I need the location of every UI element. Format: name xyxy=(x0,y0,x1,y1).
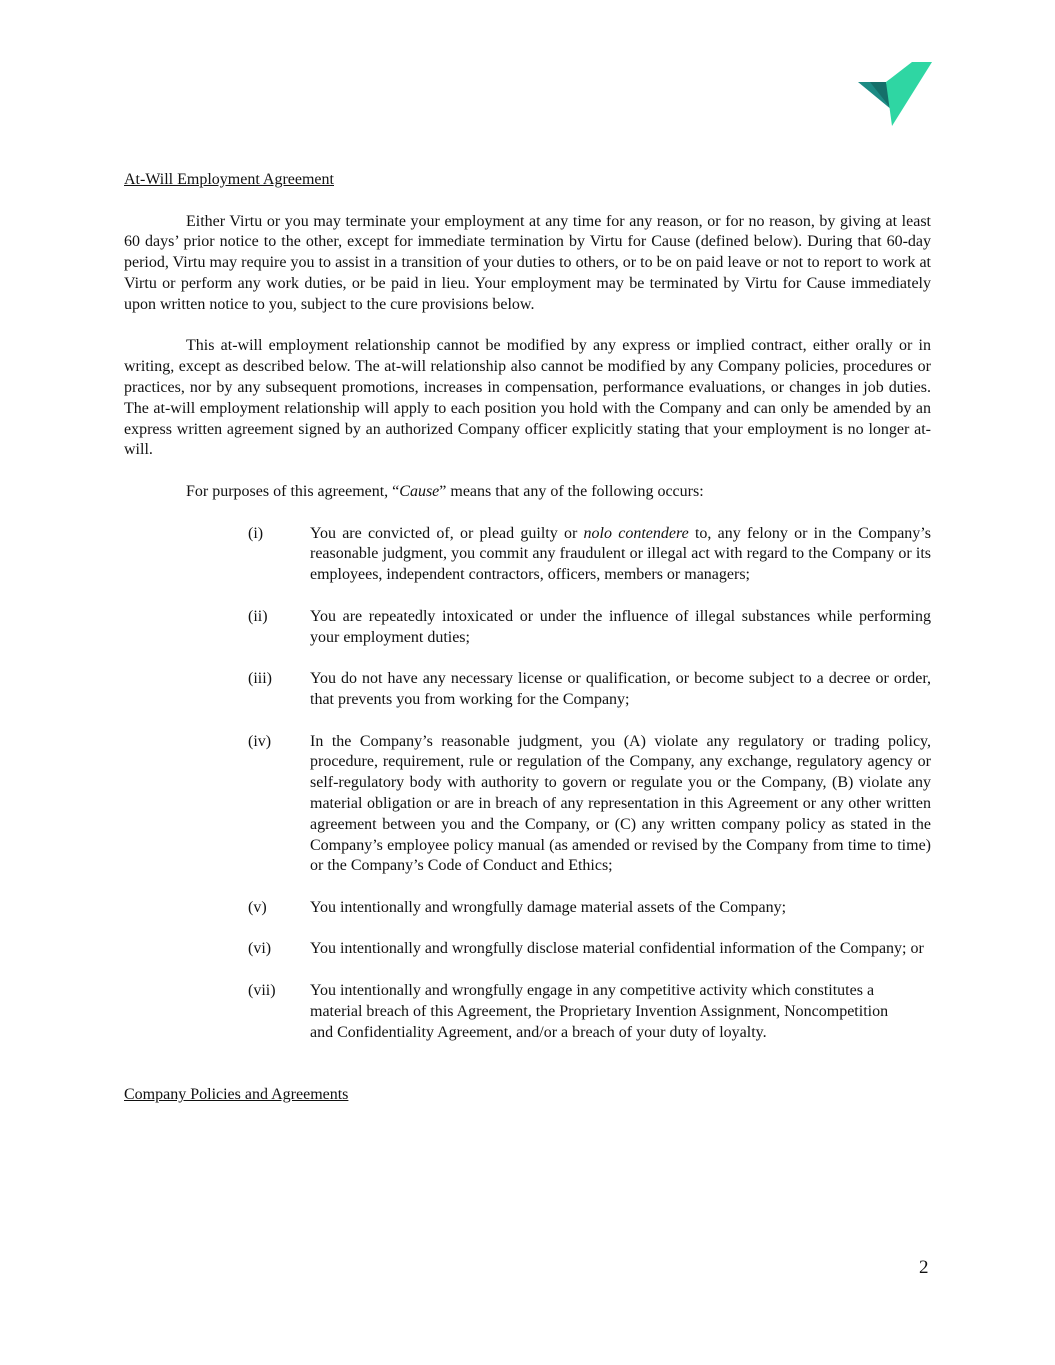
latin-term: nolo contendere xyxy=(583,524,689,542)
list-item-text: You do not have any necessary license or qualification, or become subject to a decree or order, that prevents you from working for the Company; xyxy=(310,670,931,708)
list-item xyxy=(124,981,931,1043)
list-item-number: (v) xyxy=(248,898,267,916)
list-item-text: In the Company’s reasonable judgment, you (A) violate any regulatory or trading policy, procedure, requirement, rule or regulation of the Company, any exchange, regulatory agency or self-regulatory body with authority to govern or regulate you or the Company, (B) violate any material obligation or are in breach of any representation in this Agreement or any other written agreement between you and the Company, or (C) any written company policy as stated in the Company’s employee policy manual (as amended or revised by the Company from time to time) or the Company’s Code of Conduct and Ethics; xyxy=(310,732,931,875)
cause-intro-text: For purposes of this agreement, “ xyxy=(186,482,400,500)
logo-right-facet xyxy=(886,62,932,126)
list-item xyxy=(124,939,931,960)
list-item-text: You intentionally and wrongfully damage material assets of the Company; xyxy=(310,898,787,916)
list-item-number: (iv) xyxy=(248,732,272,750)
list-item-text: You intentionally and wrongfully engage in any competitive activity which constitutes a material breach of this Agreement, the Proprietary Invention Assignment, Noncompetition and Confidentiality Agreement, and/or a breach of your duty of loyalty. xyxy=(310,982,889,1041)
cause-term: Cause xyxy=(399,482,440,500)
list-item-number: (iii) xyxy=(248,670,272,688)
list-item xyxy=(124,524,931,586)
section-heading-company-policies: Company Policies and Agreements xyxy=(124,1086,349,1104)
list-item-number: (vi) xyxy=(248,940,272,958)
list-item xyxy=(124,898,931,919)
section-heading-at-will: At-Will Employment Agreement xyxy=(124,171,334,188)
list-item-text: You are convicted of, or plead guilty or nolo contendere to, any felony or in the Company’s reasonable judgment, you commit any fraudulent or illegal act with regard to the Company or its employees, independent contractors, officers, members or managers; xyxy=(310,524,931,584)
list-item-text: You intentionally and wrongfully disclose material confidential information of the Company; or xyxy=(310,940,924,958)
cause-intro-tail: ” means that any of the following occurs: xyxy=(439,482,704,500)
list-item xyxy=(124,607,931,649)
virtu-logo xyxy=(856,60,934,128)
list-item-number: (ii) xyxy=(248,607,268,625)
list-item xyxy=(124,732,931,878)
paragraph-at-will-relationship: This at-will employment relationship cannot be modified by any express or implied contract, either orally or in writing, except as described below. The at-will relationship also cannot be modified by any Company policies, procedures or practices, nor by any subsequent promotions, increases in compensation, performance evaluations, or changes in job duties. The at-will employment relationship will apply to each position you hold with the Company and can only be amended by an express written agreement signed by an authorized Company officer explicitly stating that your employment is no longer at-will. xyxy=(124,337,931,459)
list-item-number: (i) xyxy=(248,524,264,542)
page-number: 2 xyxy=(919,1257,929,1278)
paragraph-termination: Either Virtu or you may terminate your employment at any time for any reason, or for no reason, by giving at least 60 days’ prior notice to the other, except for immediate termination by Virtu for Cause (defined below). During that 60-day period, Virtu may require you to assist in a transition of your duties to others, or to be on paid leave or not to report to work at Virtu or perform any work duties, or be paid in lieu. Your employment may be terminated by Virtu for Cause immediately upon written notice to you, subject to the cure provisions below. xyxy=(124,212,931,313)
list-item-text: You are repeatedly intoxicated or under the influence of illegal substances while performing your employment duties; xyxy=(310,607,931,646)
document-body xyxy=(124,170,931,1106)
list-item xyxy=(124,669,931,711)
paragraph-cause-definition xyxy=(124,482,931,503)
list-item-number: (vii) xyxy=(248,982,276,1000)
